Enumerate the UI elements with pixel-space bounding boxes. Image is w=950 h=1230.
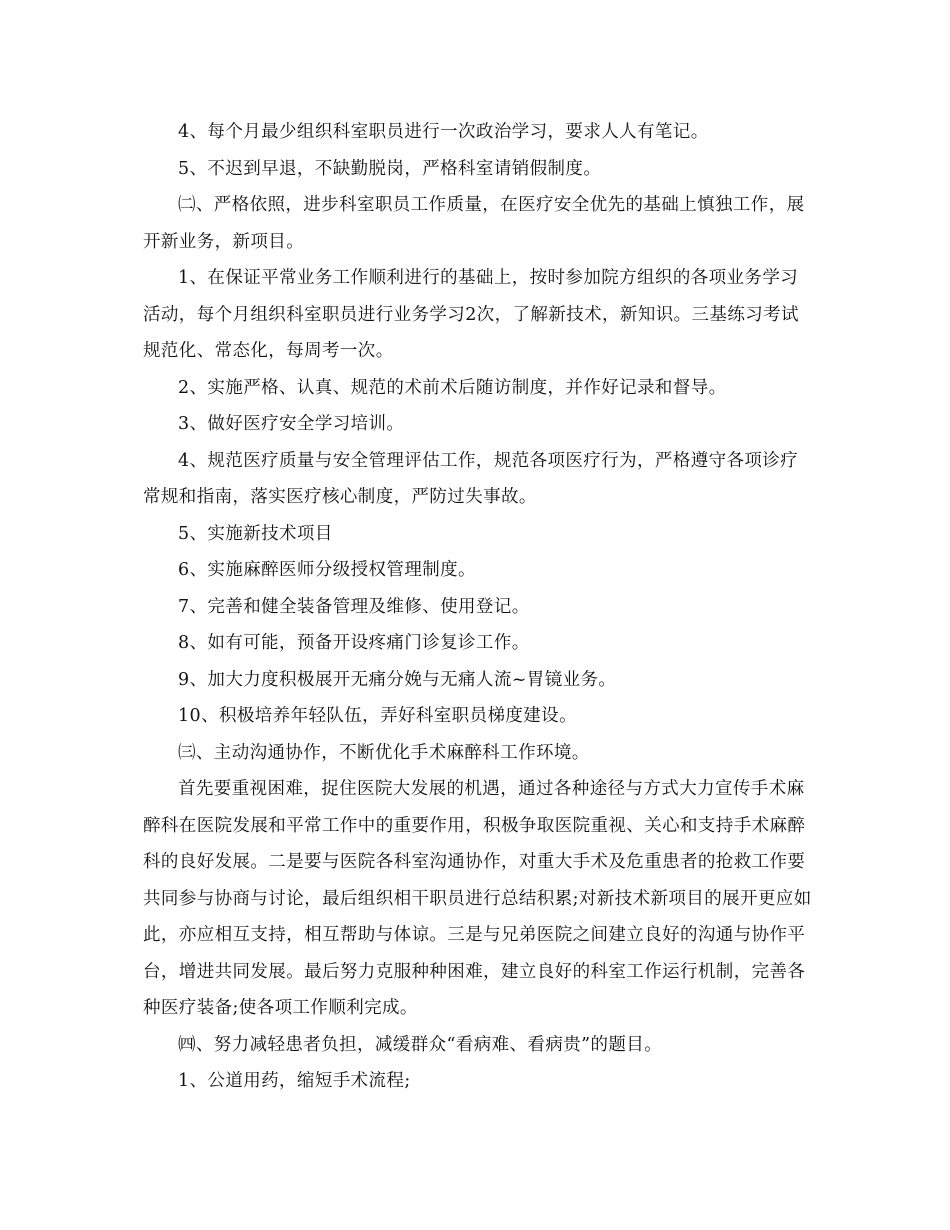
paragraph-equipment: 7、完善和健全装备管理及维修、使用登记。	[178, 596, 530, 617]
paragraph-study-politics: 4、每个月最少组织科室职员进行一次政治学习，要求人人有笔记。	[178, 122, 709, 142]
paragraph-business-study: 1、在保证平常业务工作顺利进行的基础上，按时参加院方组织的各项业务学习活动，每个月组织科室职员进行业务学习2次，了解新技术，新知识。三基练习考试规范化、常态化，每周考一次。	[143, 268, 799, 361]
paragraph-section-3-heading: ㈢、主动沟通协作，不断优化手术麻醉科工作环境。	[178, 742, 590, 763]
paragraph-safety-training: 3、做好医疗安全学习培训。	[178, 414, 405, 434]
paragraph-young-team: 10、积极培养年轻队伍，弄好科室职员梯度建设。	[178, 706, 577, 726]
paragraph-authorization: 6、实施麻醉医师分级授权管理制度。	[178, 560, 476, 580]
paragraph-new-technology: 5、实施新技术项目	[178, 523, 333, 544]
document-body	[143, 114, 813, 1100]
paragraph-rational-medication: 1、公道用药，缩短手术流程;	[178, 1071, 411, 1091]
paragraph-quality-management: 4、规范医疗质量与安全管理评估工作，规范各项医疗行为，严格遵守各项诊疗常规和指南，落实医疗核心制度，严防过失事故。	[143, 450, 799, 507]
paragraph-section-2-heading: ㈡、严格依照，进步科室职员工作质量，在医疗安全优先的基础上慎独工作，展开新业务，新项目。	[143, 195, 805, 252]
paragraph-pain-clinic: 8、如有可能，预备开设疼痛门诊复诊工作。	[178, 633, 530, 653]
paragraph-cooperation: 首先要重视困难，捉住医院大发展的机遇，通过各种途径与方式大力宣传手术麻醉科在医院发展和平常工作中的重要作用，积极争取医院重视、关心和支持手术麻醉科的良好发展。二是要与医院各科室沟通协作，对重大手术及危重患者的抢救工作要共同参与协商与讨论，最后组织相干职员进行总结积累;对新技术新项目的展开更应如此，亦应相互支持，相互帮助与体谅。三是与兄弟医院之间建立良好的沟通与协作平台，增进共同发展。最后努力克服种种困难，建立良好的科室工作运行机制，完善各种医疗装备;使各项工作顺利完成。	[143, 779, 812, 1018]
paragraph-painless-services: 9、加大力度积极展开无痛分娩与无痛人流~胃镜业务。	[178, 669, 617, 690]
paragraph-section-4-heading: ㈣、努力减轻患者负担，减缓群众“看病难、看病贵”的题目。	[178, 1034, 663, 1055]
paragraph-follow-up: 2、实施严格、认真、规范的术前术后随访制度，并作好记录和督导。	[178, 377, 727, 398]
paragraph-attendance: 5、不迟到早退，不缺勤脱岗，严格科室请销假制度。	[178, 158, 602, 179]
